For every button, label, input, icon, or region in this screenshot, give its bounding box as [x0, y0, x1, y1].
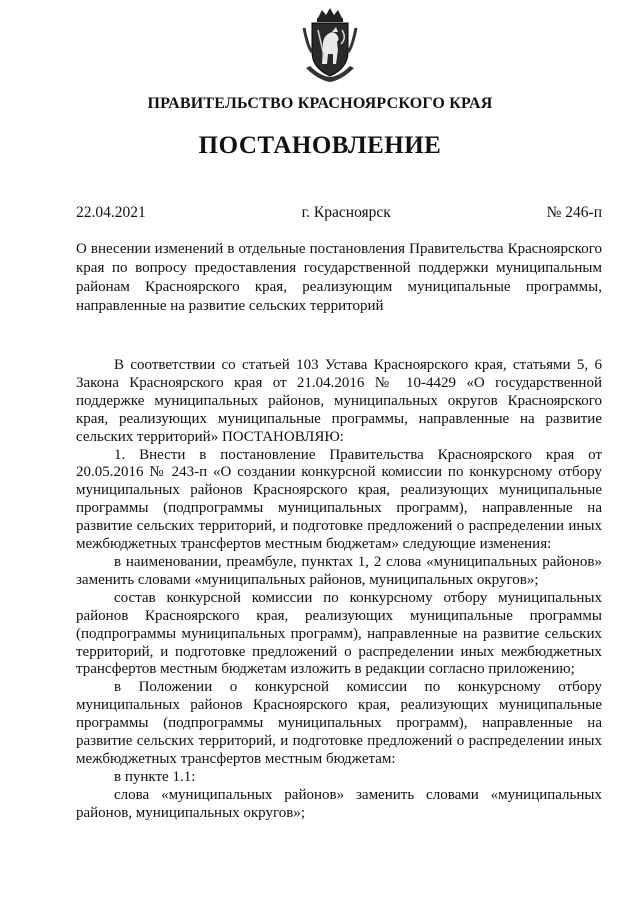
coat-of-arms-icon [298, 8, 362, 84]
document-type: ПОСТАНОВЛЕНИЕ [198, 132, 442, 159]
paragraph: 1. Внести в постановление Правительства Красноярского края от 20.05.2016 № 243-п «О создании конкурсной комиссии по конкурсному отбору муниципальных районов Красноярского края, реализующих муниципальные программы (подпрограммы муниципальных программ), направленные на развитие сельских территорий, и подготовке предложений о распределении иных межбюджетных трансфертов местным бюджетам» следующие изменения: [76, 446, 602, 553]
paragraph: В соответствии со статьей 103 Устава Красноярского края, статьями 5, 6 Закона Красноярского края от 21.04.2016 № 10-4429 «О государственной поддержке муниципальных районов, муниципальных округов Красноярского края, реализующих муниципальные программы, направленные на развитие сельских территорий» ПОСТАНОВЛЯЮ: [76, 357, 602, 445]
government-title: ПРАВИТЕЛЬСТВО КРАСНОЯРСКОГО КРАЯ [147, 95, 493, 112]
document-subject: О внесении изменений в отдельные постановления Правительства Красноярского края по вопросу предоставления государственной поддержки муниципальным районам Красноярского края, реализующим муниципальные программы, направленные на развитие сельских территорий [76, 241, 602, 314]
paragraph: слова «муниципальных районов» заменить словами «муниципальных районов, муниципальных округов»; [76, 786, 602, 821]
paragraph: состав конкурсной комиссии по конкурсному отбору муниципальных районов Красноярского края, реализующих муниципальные программы (подпрограммы муниципальных программ), направленные на развитие сельских территорий, и подготовке предложений о распределении иных межбюджетных трансфертов местным бюджетам изложить в редакции согласно приложению; [76, 589, 602, 678]
paragraph: в Положении о конкурсной комиссии по конкурсному отбору муниципальных районов Красноярского края, реализующих муниципальные программы (подпрограммы муниципальных программ), направленные на развитие сельских территорий, и подготовке предложений о распределении иных межбюджетных трансфертов местным бюджетам: [76, 679, 602, 767]
document-body [76, 357, 602, 823]
paragraph: в наименовании, преамбуле, пунктах 1, 2 слова «муниципальных районов» заменить словами «муниципальных районов, муниципальных округов»; [76, 553, 602, 588]
document-city: г. Красноярск [301, 204, 391, 221]
paragraph: в пункте 1.1: [114, 768, 196, 785]
document-number: № 246-п [546, 204, 602, 221]
document-meta [76, 204, 602, 222]
document-date: 22.04.2021 [76, 204, 146, 221]
